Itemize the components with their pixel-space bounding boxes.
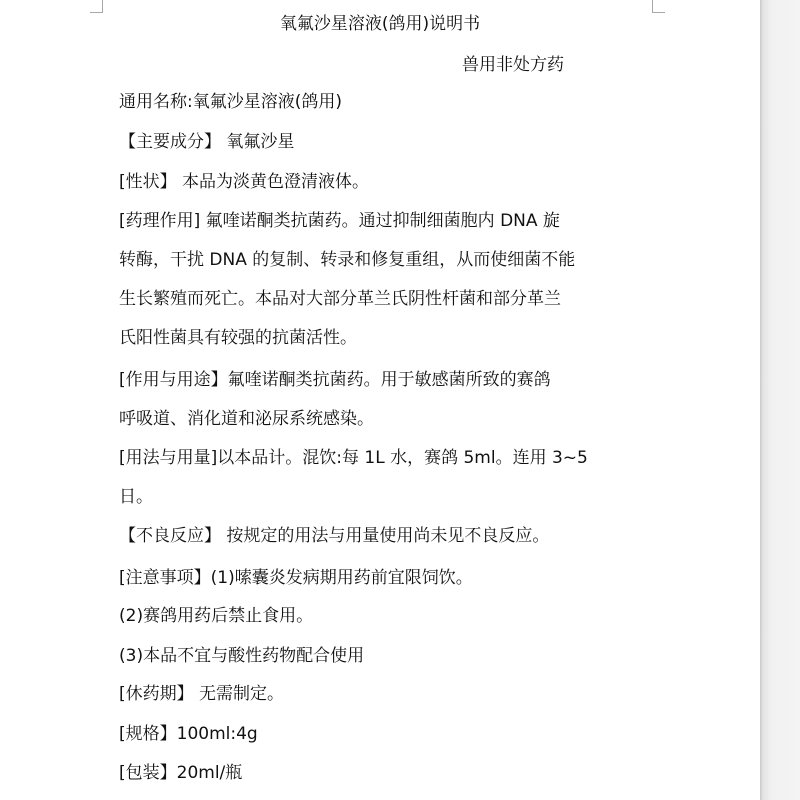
dosage-line-2: 日。 — [119, 487, 153, 507]
document-title: 氧氟沙星溶液(鸽用)说明书 — [279, 14, 481, 34]
packaging-line: [包装】20ml/瓶 — [119, 763, 243, 783]
main-ingredient-line: 【主要成分】 氧氟沙星 — [119, 132, 295, 152]
page-edge-shadow — [760, 0, 800, 800]
precautions-line-1: [注意事项】(1)嗦囊炎发病期用药前宜限饲饮。 — [119, 568, 473, 588]
drug-category-label: 兽用非处方药 — [462, 55, 564, 75]
pharmacology-line-3: 生长繁殖而死亡。本品对大部分革兰氏阴性杆菌和部分革兰 — [119, 289, 561, 309]
withdrawal-period-line: [休药期】 无需制定。 — [119, 684, 285, 704]
properties-line: [性状】 本品为淡黄色澄清液体。 — [119, 172, 370, 192]
dosage-line-1: [用法与用量]以本品计。混饮:每 1L 水，赛鸽 5ml。连用 3~5 — [119, 448, 588, 468]
generic-name-line: 通用名称:氧氟沙星溶液(鸽用) — [119, 92, 342, 112]
adverse-reactions-line: 【不良反应】 按规定的用法与用量使用尚未见不良反应。 — [119, 526, 550, 546]
precautions-line-2: (2)赛鸽用药后禁止食用。 — [119, 606, 314, 626]
indications-line-2: 呼吸道、消化道和泌尿系统感染。 — [119, 409, 374, 429]
pharmacology-line-2: 转酶，干扰 DNA 的复制、转录和修复重组，从而使细菌不能 — [119, 250, 576, 270]
pharmacology-line-4: 氏阳性菌具有较强的抗菌活性。 — [119, 328, 357, 348]
pharmacology-line-1: [药理作用] 氟喹诺酮类抗菌药。通过抑制细菌胞内 DNA 旋 — [119, 211, 560, 231]
precautions-line-3: (3)本品不宜与酸性药物配合使用 — [119, 646, 365, 666]
specification-line: [规格】100ml:4g — [119, 724, 258, 744]
indications-line-1: [作用与用途】氟喹诺酮类抗菌药。用于敏感菌所致的赛鸽 — [119, 370, 551, 390]
